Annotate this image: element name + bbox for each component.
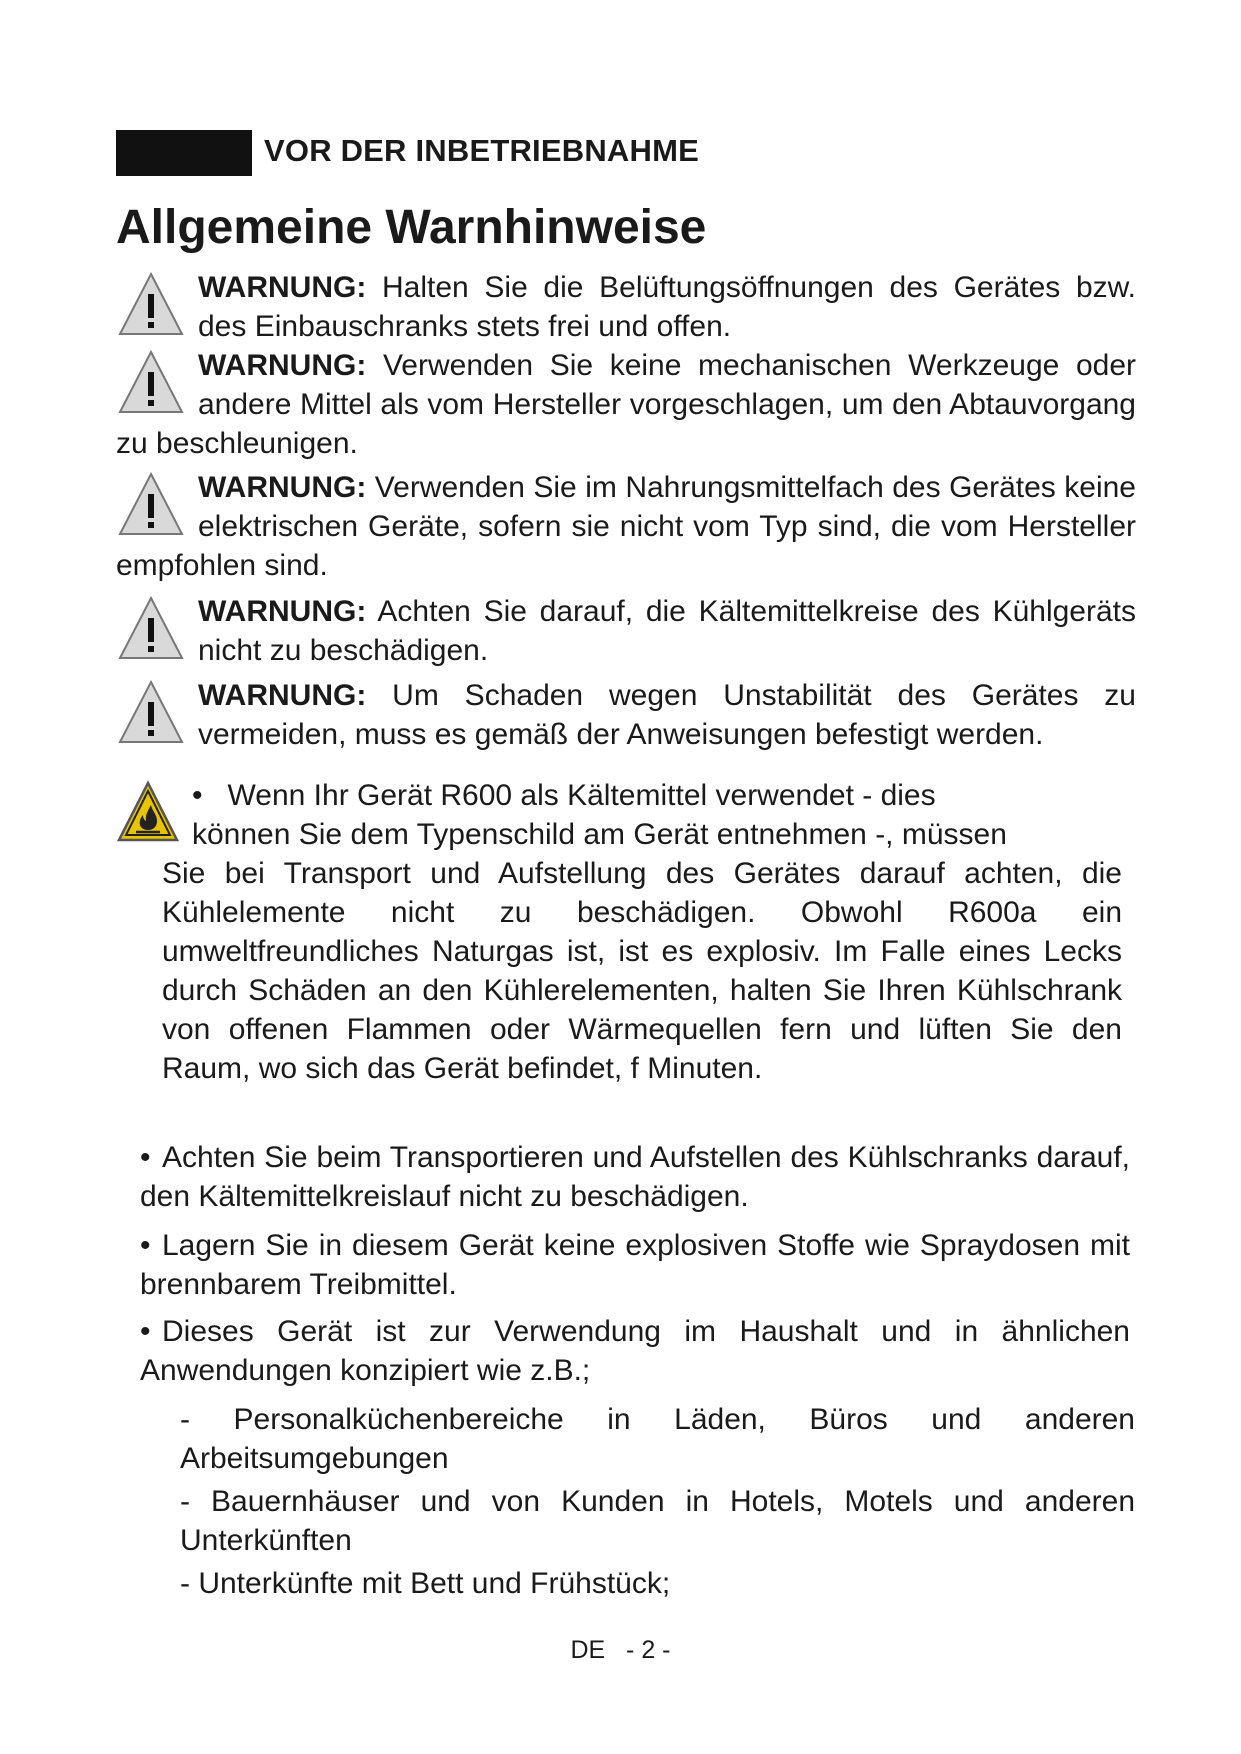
warning-item-4 <box>116 592 1136 670</box>
flammable-warning-icon <box>116 780 180 844</box>
bullet-item-1 <box>140 1138 1130 1216</box>
sub-item-3 <box>180 1564 1135 1603</box>
warning-text: Um Schaden wegen Unstabilität des Gerätes zu vermeiden, muss es gemäß der Anweisungen befestigt werden. <box>198 679 1136 751</box>
warning-triangle-icon <box>116 594 186 664</box>
flammable-text: Sie bei Transport und Aufstellung des Gerätes darauf achten, die Kühlelemente nicht zu beschädigen. Obwohl R600a ein umweltfreundliches Naturgas ist, ist es explosiv. Im Falle eines Lecks durch Schäden an den Kühlerelementen, halten Sie Ihren Kühlschrank von offenen Flammen oder Wärmequellen fern und lüften Sie den Raum, wo sich das Gerät befindet, f Minuten. <box>162 857 1122 1085</box>
bullet-item-2 <box>140 1226 1130 1304</box>
sub-item-text: Unterkünfte mit Bett und Frühstück; <box>198 1567 671 1600</box>
flammable-line-2: können Sie dem Typenschild am Gerät entnehmen -, müssen <box>192 818 1007 851</box>
bullet-text: Lagern Sie in diesem Gerät keine explosiven Stoffe wie Spraydosen mit brennbarem Treibmittel. <box>140 1229 1130 1301</box>
dash: - <box>180 1485 212 1518</box>
flammable-line-1: • Wenn Ihr Gerät R600 als Kältemittel verwendet - dies <box>192 779 936 812</box>
flammable-warning-block <box>116 776 1156 1088</box>
warning-text: Halten Sie die Belüftungsöffnungen des Gerätes bzw. des Einbauschranks stets frei und offen. <box>198 271 1136 343</box>
warning-item-2 <box>116 346 1136 463</box>
sub-item-text: Bauernhäuser und von Kunden in Hotels, Motels und anderen Unterkünften <box>180 1485 1136 1557</box>
sub-item-1 <box>180 1400 1135 1478</box>
warning-triangle-icon <box>116 348 186 418</box>
page-title: Allgemeine Warnhinweise <box>116 201 707 254</box>
warning-text: Achten Sie darauf, die Kältemittelkreise des Kühlgeräts nicht zu beschädigen. <box>198 595 1136 667</box>
section-marker-bar <box>116 130 252 176</box>
warning-label: WARNUNG: <box>198 471 367 504</box>
dash: - <box>180 1567 199 1600</box>
warning-label: WARNUNG: <box>198 271 367 304</box>
warning-triangle-icon <box>116 470 186 540</box>
bullet-dot: • <box>140 1141 151 1174</box>
warning-item-5 <box>116 676 1136 754</box>
page-footer: DE - 2 - <box>570 1636 671 1664</box>
sub-item-text: Personalküchenbereiche in Läden, Büros und anderen Arbeitsumgebungen <box>180 1403 1135 1475</box>
bullet-dot: • <box>140 1315 151 1348</box>
dash: - <box>180 1403 234 1436</box>
warning-triangle-icon <box>116 678 186 748</box>
warning-text: Verwenden Sie im Nahrungsmittelfach des Gerätes keine elektrischen Geräte, sofern sie nicht vom Typ sind, die vom Hersteller empfohlen sind. <box>116 471 1136 582</box>
bullet-item-3 <box>140 1312 1130 1390</box>
bullet-text: Dieses Gerät ist zur Verwendung im Haushalt und in ähnlichen Anwendungen konzipiert wie z.B.; <box>140 1315 1130 1387</box>
bullet-text: Achten Sie beim Transportieren und Aufstellen des Kühlschranks darauf, den Kältemittelkreislauf nicht zu beschädigen. <box>140 1141 1130 1213</box>
sub-item-2 <box>180 1482 1135 1560</box>
warning-label: WARNUNG: <box>198 679 367 712</box>
warning-label: WARNUNG: <box>198 349 367 382</box>
section-title: VOR DER INBETRIEBNAHME <box>264 133 699 168</box>
bullet-dot: • <box>140 1229 151 1262</box>
warning-triangle-icon <box>116 270 186 340</box>
warning-text: Verwenden Sie keine mechanischen Werkzeuge oder andere Mittel als vom Hersteller vorgeschlagen, um den Abtauvorgang zu beschleunigen. <box>116 349 1136 460</box>
warning-label: WARNUNG: <box>198 595 367 628</box>
warning-item-1 <box>116 268 1136 346</box>
warning-item-3 <box>116 468 1136 585</box>
